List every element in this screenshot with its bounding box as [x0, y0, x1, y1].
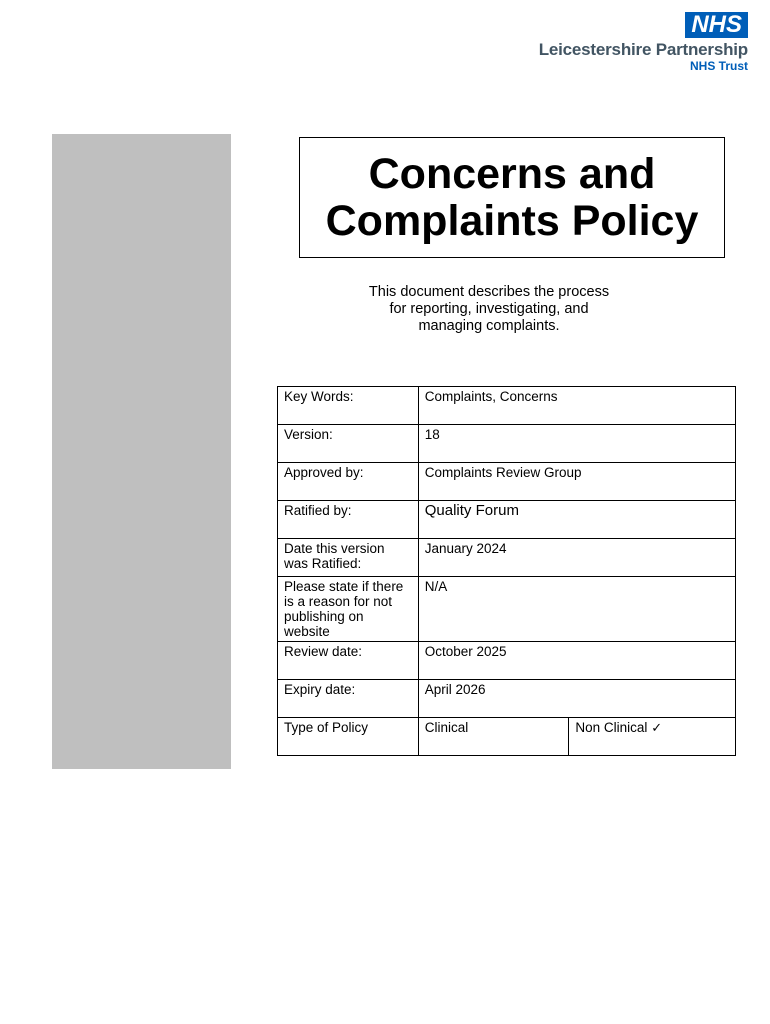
- checkmark-icon: ✓: [651, 720, 663, 735]
- expiry-date-label: Expiry date:: [278, 680, 419, 718]
- non-clinical-label: Non Clinical: [575, 720, 648, 735]
- description-line-1: This document describes the process: [368, 284, 610, 300]
- policy-type-non-clinical: [569, 718, 736, 756]
- document-description: [299, 284, 679, 335]
- description-line-2: for reporting, investigating, and: [389, 301, 589, 317]
- review-date-label: Review date:: [278, 642, 419, 680]
- publishing-reason-label: [278, 577, 419, 642]
- nhs-trust-logo: [539, 12, 748, 73]
- table-row: [278, 387, 736, 425]
- date-ratified-value: January 2024: [418, 539, 735, 577]
- date-ratified-label-line-1: Date this version: [284, 541, 385, 556]
- table-row: [278, 718, 736, 756]
- publishing-reason-line-2: is a reason for not: [284, 594, 393, 609]
- title-box: [299, 137, 725, 258]
- document-title: [326, 151, 699, 245]
- version-value: 18: [418, 425, 735, 463]
- date-ratified-label: [278, 539, 419, 577]
- grey-sidebar-panel: [52, 134, 231, 769]
- description-line-3: managing complaints.: [418, 318, 560, 334]
- expiry-date-value: April 2026: [418, 680, 735, 718]
- document-title-line-2: Complaints Policy: [325, 196, 699, 245]
- policy-type-label: Type of Policy: [278, 718, 419, 756]
- version-label: Version:: [278, 425, 419, 463]
- organisation-name: Leicestershire Partnership: [538, 40, 748, 59]
- policy-type-clinical: Clinical: [418, 718, 569, 756]
- table-row: [278, 577, 736, 642]
- key-words-label: Key Words:: [278, 387, 419, 425]
- ratified-by-label: Ratified by:: [278, 501, 419, 539]
- organisation-subtitle: NHS Trust: [689, 59, 748, 73]
- publishing-reason-line-1: Please state if there: [284, 579, 404, 594]
- table-row: [278, 539, 736, 577]
- approved-by-label: Approved by:: [278, 463, 419, 501]
- table-row: [278, 501, 736, 539]
- publishing-reason-line-4: website: [284, 624, 330, 639]
- table-row: [278, 642, 736, 680]
- approved-by-value: Complaints Review Group: [418, 463, 735, 501]
- table-row: [278, 680, 736, 718]
- key-words-value: Complaints, Concerns: [418, 387, 735, 425]
- policy-details-table: [277, 386, 736, 756]
- publishing-reason-value: N/A: [418, 577, 735, 642]
- nhs-logo-badge: NHS: [685, 12, 748, 38]
- ratified-by-value: Quality Forum: [418, 501, 735, 539]
- table-row: [278, 425, 736, 463]
- date-ratified-label-line-2: was Ratified:: [284, 556, 362, 571]
- review-date-value: October 2025: [418, 642, 735, 680]
- table-row: [278, 463, 736, 501]
- publishing-reason-line-3: publishing on: [284, 609, 364, 624]
- document-title-line-1: Concerns and: [368, 149, 656, 198]
